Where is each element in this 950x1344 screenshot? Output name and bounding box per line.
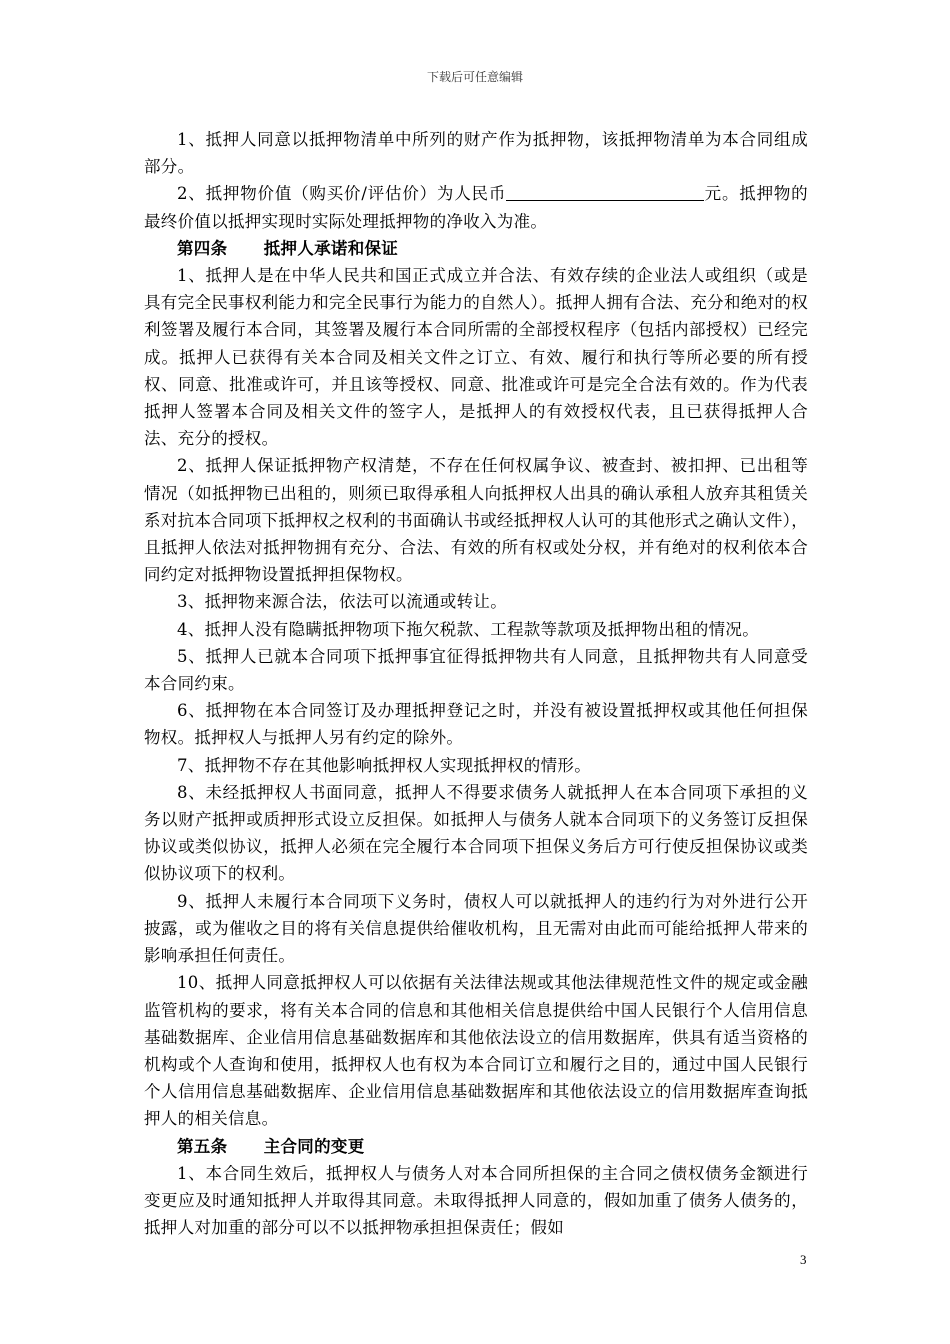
article-title: 主合同的变更 — [263, 1136, 365, 1156]
paragraph: 10、抵押人同意抵押权人可以依据有关法律法规或其他法律规范性文件的规定或金融监管机构的要求，将有关本合同的信息和其他相关信息提供给中国人民银行个人信用信息基础数据库、企业信用信息基础数据库和其他依法设立的信用数据库，供具有适当资格的机构或个人查询和使用，抵押权人也有权为本合同订立和履行之目的，通过中国人民银行个人信用信息基础数据库、企业信用信息基础数据库和其他依法设立的信用数据库查询抵押人的相关信息。 — [144, 973, 808, 1129]
document-body — [144, 126, 808, 1241]
paragraph: 1、本合同生效后，抵押权人与债务人对本合同所担保的主合同之债权债务金额进行变更应及时通知抵押人并取得其同意。未取得抵押人同意的，假如加重了债务人债务的，抵押人对加重的部分可以不以抵押物承担担保责任；假如 — [144, 1163, 808, 1238]
fill-in-blank[interactable] — [506, 180, 704, 201]
paragraph: 7、抵押物不存在其他影响抵押权人实现抵押权的情形。 — [177, 755, 591, 775]
paragraph-text: 元。抵押物的最终价值以抵押实现时实际处理抵押物的净收入为准。 — [144, 184, 808, 231]
article-heading — [144, 235, 808, 262]
article-number: 第四条 — [177, 238, 228, 258]
page-number: 3 — [800, 1252, 807, 1267]
paragraph: 4、抵押人没有隐瞒抵押物项下拖欠税款、工程款等款项及抵押物出租的情况。 — [177, 619, 759, 639]
article-heading — [144, 1133, 808, 1160]
paragraph: 1、抵押人同意以抵押物清单中所列的财产作为抵押物，该抵押物清单为本合同组成部分。 — [144, 130, 808, 177]
paragraph-text: 2、抵押物价值（购买价/评估价）为人民币 — [177, 184, 507, 204]
paragraph: 8、未经抵押权人书面同意，抵押人不得要求债务人就抵押人在本合同项下承担的义务以财产抵押或质押形式设立反担保。如抵押人与债务人就本合同项下的义务签订反担保协议或类似协议，抵押人必须在完全履行本合同项下担保义务后方可行使反担保协议或类似协议项下的权利。 — [144, 782, 808, 884]
paragraph: 2、抵押人保证抵押物产权清楚，不存在任何权属争议、被查封、被扣押、已出租等情况（如抵押物已出租的，则须已取得承租人向抵押权人出具的确认承租人放弃其租赁关系对抗本合同项下抵押权之权利的书面确认书或经抵押权人认可的其他形式之确认文件），且抵押人依法对抵押物拥有充分、合法、有效的所有权或处分权，并有绝对的权利依本合同约定对抵押物设置抵押担保物权。 — [144, 456, 808, 585]
paragraph: 3、抵押物来源合法，依法可以流通或转让。 — [177, 592, 507, 612]
article-number: 第五条 — [177, 1136, 228, 1156]
paragraph: 9、抵押人未履行本合同项下义务时，债权人可以就抵押人的违约行为对外进行公开披露，或为催收之目的将有关信息提供给催收机构，且无需对由此而可能给抵押人带来的影响承担任何责任。 — [144, 891, 808, 966]
page-header: 下载后可任意编辑 — [426, 70, 523, 84]
paragraph: 1、抵押人是在中华人民共和国正式成立并合法、有效存续的企业法人或组织（或是具有完全民事权利能力和完全民事行为能力的自然人）。抵押人拥有合法、充分和绝对的权利签署及履行本合同，其签署及履行本合同所需的全部授权程序（包括内部授权）已经完成。抵押人已获得有关本合同及相关文件之订立、有效、履行和执行等所必要的所有授权、同意、批准或许可，并且该等授权、同意、批准或许可是完全合法有效的。作为代表抵押人签署本合同及相关文件的签字人，是抵押人的有效授权代表，且已获得抵押人合法、充分的授权。 — [144, 266, 808, 449]
paragraph — [144, 180, 808, 234]
paragraph: 6、抵押物在本合同签订及办理抵押登记之时，并没有被设置抵押权或其他任何担保物权。抵押权人与抵押人另有约定的除外。 — [144, 701, 808, 748]
paragraph: 5、抵押人已就本合同项下抵押事宜征得抵押物共有人同意，且抵押物共有人同意受本合同约束。 — [144, 646, 808, 694]
article-title: 抵押人承诺和保证 — [263, 238, 399, 258]
